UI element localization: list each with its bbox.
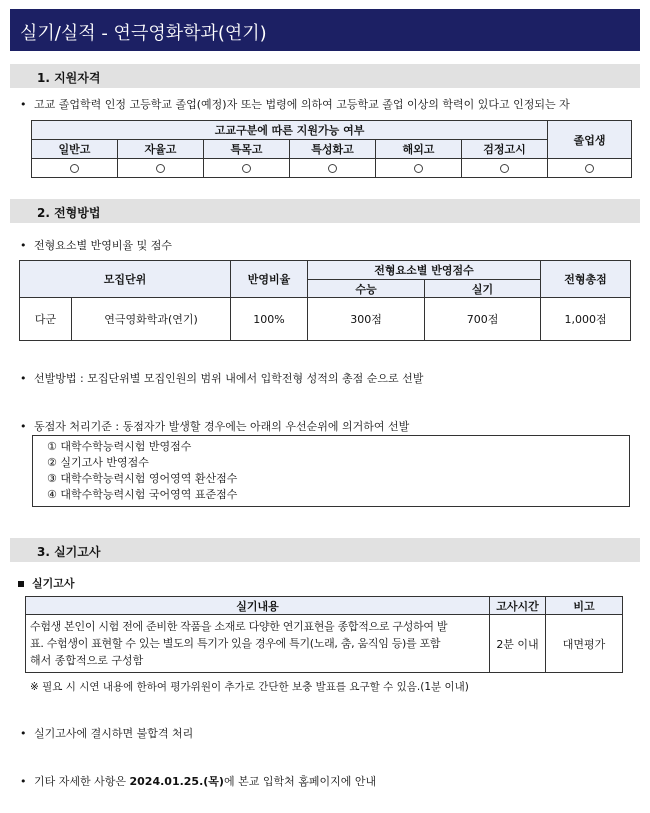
practical-score-cell: 700점 <box>425 298 541 341</box>
square-bullet-icon <box>18 581 24 587</box>
graduate-header: 졸업생 <box>548 121 632 159</box>
circle-icon <box>328 164 337 173</box>
eligible-mark-special-purpose <box>204 159 290 178</box>
ratio-line <box>20 237 172 253</box>
other-info-prefix: 기타 자세한 사항은 <box>34 775 130 788</box>
practical-table <box>25 596 623 673</box>
practical-footnote: ※ 필요 시 시연 내용에 한하여 평가위원이 추가로 간단한 보충 발표를 요구할 수 있음.(1분 이내) <box>30 681 469 693</box>
absence-text: 실기고사에 결시하면 불합격 처리 <box>34 727 194 740</box>
eligible-mark-general <box>32 159 118 178</box>
bullet-icon: • <box>20 775 27 788</box>
total-header: 전형총점 <box>541 261 631 298</box>
section-heading-eligibility: 1. 지원자격 <box>10 64 640 88</box>
tie-item: ② 실기고사 반영점수 <box>47 456 149 469</box>
tie-item: ① 대학수학능력시험 반영점수 <box>47 440 192 453</box>
time-header: 고사시간 <box>490 597 546 615</box>
assessment-type-cell: 대면평가 <box>546 615 623 673</box>
col-ged: 검정고시 <box>462 140 548 159</box>
other-info-line <box>20 773 376 789</box>
note-header: 비고 <box>546 597 623 615</box>
absence-line <box>20 725 193 741</box>
bullet-icon: • <box>20 420 27 433</box>
practical-subheading-text: 실기고사 <box>32 577 75 590</box>
circle-icon <box>242 164 251 173</box>
content-line: 수험생 본인이 시험 전에 준비한 작품을 소재로 다양한 연기표현을 종합적으로 구성하여 발 <box>30 620 448 633</box>
time-cell: 2분 이내 <box>490 615 546 673</box>
ratio-title: 전형요소별 반영비율 및 점수 <box>34 239 173 252</box>
eligible-mark-graduate <box>548 159 632 178</box>
csat-score-cell: 300점 <box>308 298 425 341</box>
school-type-header: 고교구분에 따른 지원가능 여부 <box>32 121 548 140</box>
col-autonomous-high: 자율고 <box>118 140 204 159</box>
circle-icon <box>414 164 423 173</box>
bullet-icon: • <box>20 727 27 740</box>
selection-line <box>20 370 423 386</box>
score-group-header: 전형요소별 반영점수 <box>308 261 541 280</box>
page-title: 실기/실적 - 연극영화학과(연기) <box>10 9 640 51</box>
eligibility-line <box>20 96 570 112</box>
col-general-high: 일반고 <box>32 140 118 159</box>
circle-icon <box>70 164 79 173</box>
tie-line <box>20 418 409 434</box>
section-heading-selection: 2. 전형방법 <box>10 199 640 223</box>
group-cell: 다군 <box>20 298 72 341</box>
department-cell: 연극영화학과(연기) <box>72 298 231 341</box>
circle-icon <box>500 164 509 173</box>
practical-subheading <box>18 575 75 591</box>
eligible-mark-autonomous <box>118 159 204 178</box>
circle-icon <box>585 164 594 173</box>
eligible-mark-ged <box>462 159 548 178</box>
content-cell <box>26 615 490 673</box>
ratio-cell: 100% <box>231 298 308 341</box>
circle-icon <box>156 164 165 173</box>
col-specialized-high: 특성화고 <box>290 140 376 159</box>
tie-item: ③ 대학수학능력시험 영어영역 환산점수 <box>47 472 238 485</box>
ratio-header: 반영비율 <box>231 261 308 298</box>
col-overseas-high: 해외고 <box>376 140 462 159</box>
content-header: 실기내용 <box>26 597 490 615</box>
eligibility-text: 고교 졸업학력 인정 고등학교 졸업(예정)자 또는 법령에 의하여 고등학교 졸업 이상의 학력이 있다고 인정되는 자 <box>34 98 570 111</box>
eligibility-table <box>31 120 632 178</box>
bullet-icon: • <box>20 98 27 111</box>
total-score-cell: 1,000점 <box>541 298 631 341</box>
tie-priority-box <box>32 435 630 507</box>
col-special-purpose-high: 특목고 <box>204 140 290 159</box>
tie-text: 동점자 처리기준 : 동점자가 발생할 경우에는 아래의 우선순위에 의거하여 선발 <box>34 420 410 433</box>
section-heading-practical: 3. 실기고사 <box>10 538 640 562</box>
other-info-suffix: 에 본교 입학처 홈페이지에 안내 <box>223 775 377 788</box>
csat-header: 수능 <box>308 280 425 298</box>
unit-header: 모집단위 <box>20 261 231 298</box>
tie-item: ④ 대학수학능력시험 국어영역 표준점수 <box>47 488 238 501</box>
announcement-date: 2024.01.25.(목) <box>129 775 224 788</box>
eligible-mark-specialized <box>290 159 376 178</box>
bullet-icon: • <box>20 239 27 252</box>
bullet-icon: • <box>20 372 27 385</box>
selection-text: 선발방법 : 모집단위별 모집인원의 범위 내에서 입학전형 성적의 총점 순으로 선발 <box>34 372 424 385</box>
content-line: 해서 종합적으로 구성함 <box>30 654 144 667</box>
score-table <box>19 260 631 341</box>
practical-header: 실기 <box>425 280 541 298</box>
content-line: 표. 수험생이 표현할 수 있는 별도의 특기가 있을 경우에 특기(노래, 춤, 움직임 등)를 포함 <box>30 637 441 650</box>
eligible-mark-overseas <box>376 159 462 178</box>
